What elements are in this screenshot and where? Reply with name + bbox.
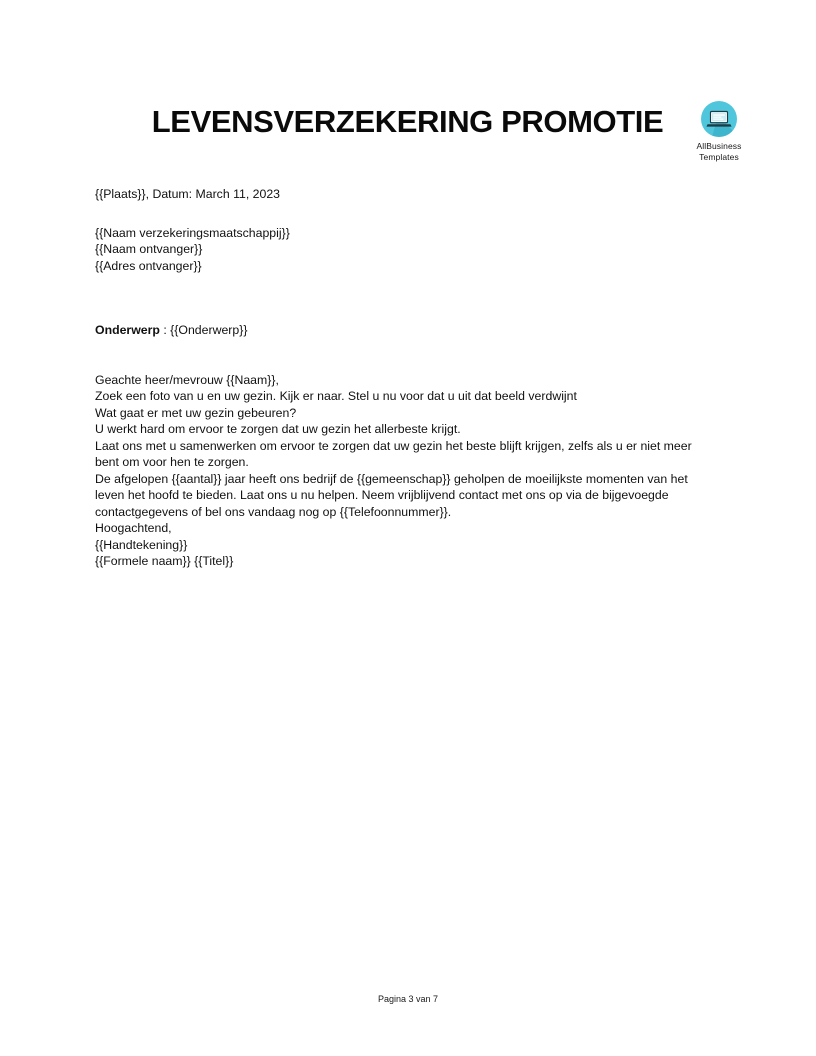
brand-logo xyxy=(686,100,752,162)
subject-separator: : xyxy=(159,323,171,337)
subject-line xyxy=(95,322,717,339)
body-paragraph-2: Wat gaat er met uw gezin gebeuren? xyxy=(95,405,297,420)
recipient-address: {{Adres ontvanger}} xyxy=(95,258,202,273)
document-header xyxy=(0,0,816,185)
subject-value: {{Onderwerp}} xyxy=(170,323,248,337)
brand-logo-line1: AllBusiness xyxy=(696,141,742,151)
closing-line: Hoogachtend, xyxy=(95,521,172,535)
place-and-date: {{Plaats}}, Datum: March 11, 2023 xyxy=(95,187,281,201)
recipient-company: {{Naam verzekeringsmaatschappij}} xyxy=(95,225,290,240)
signature-placeholder: {{Handtekening}} xyxy=(95,537,188,552)
body-paragraph-3: U werkt hard om ervoor te zorgen dat uw gezin het allerbeste krijgt. xyxy=(95,422,461,436)
salutation: Geachte heer/mevrouw {{Naam}}, xyxy=(95,372,279,387)
signer-name-and-title: {{Formele naam}} {{Titel}} xyxy=(95,554,234,568)
recipient-address-block xyxy=(95,225,717,275)
page-footer: Pagina 3 van 7 xyxy=(377,994,439,1004)
body-paragraph-4: Laat ons met u samenwerken om ervoor te zorgen dat uw gezin het beste blijft krijgen, zelfs als u er niet meer bent om voor hen te zorgen. xyxy=(95,438,692,469)
laptop-icon xyxy=(700,100,738,138)
recipient-name: {{Naam ontvanger}} xyxy=(95,242,203,256)
brand-logo-line2: Templates xyxy=(699,151,739,162)
letter-body xyxy=(95,186,717,570)
body-paragraph-1: Zoek een foto van u en uw gezin. Kijk er naar. Stel u nu voor dat u uit dat beeld verdwijnt xyxy=(95,389,577,403)
brand-logo-text xyxy=(686,141,752,162)
body-paragraph-5: De afgelopen {{aantal}} jaar heeft ons bedrijf de {{gemeenschap}} geholpen de moeilijkste momenten van het leven het hoofd te bieden. Laat ons u nu helpen. Neem vrijblijvend contact met ons op via de bijgevoegde contactgegevens of bel ons vandaag nog op {{Telefoonnummer}}. xyxy=(95,471,688,519)
page-title: LEVENSVERZEKERING PROMOTIE xyxy=(151,104,664,139)
subject-label: Onderwerp xyxy=(95,323,160,337)
